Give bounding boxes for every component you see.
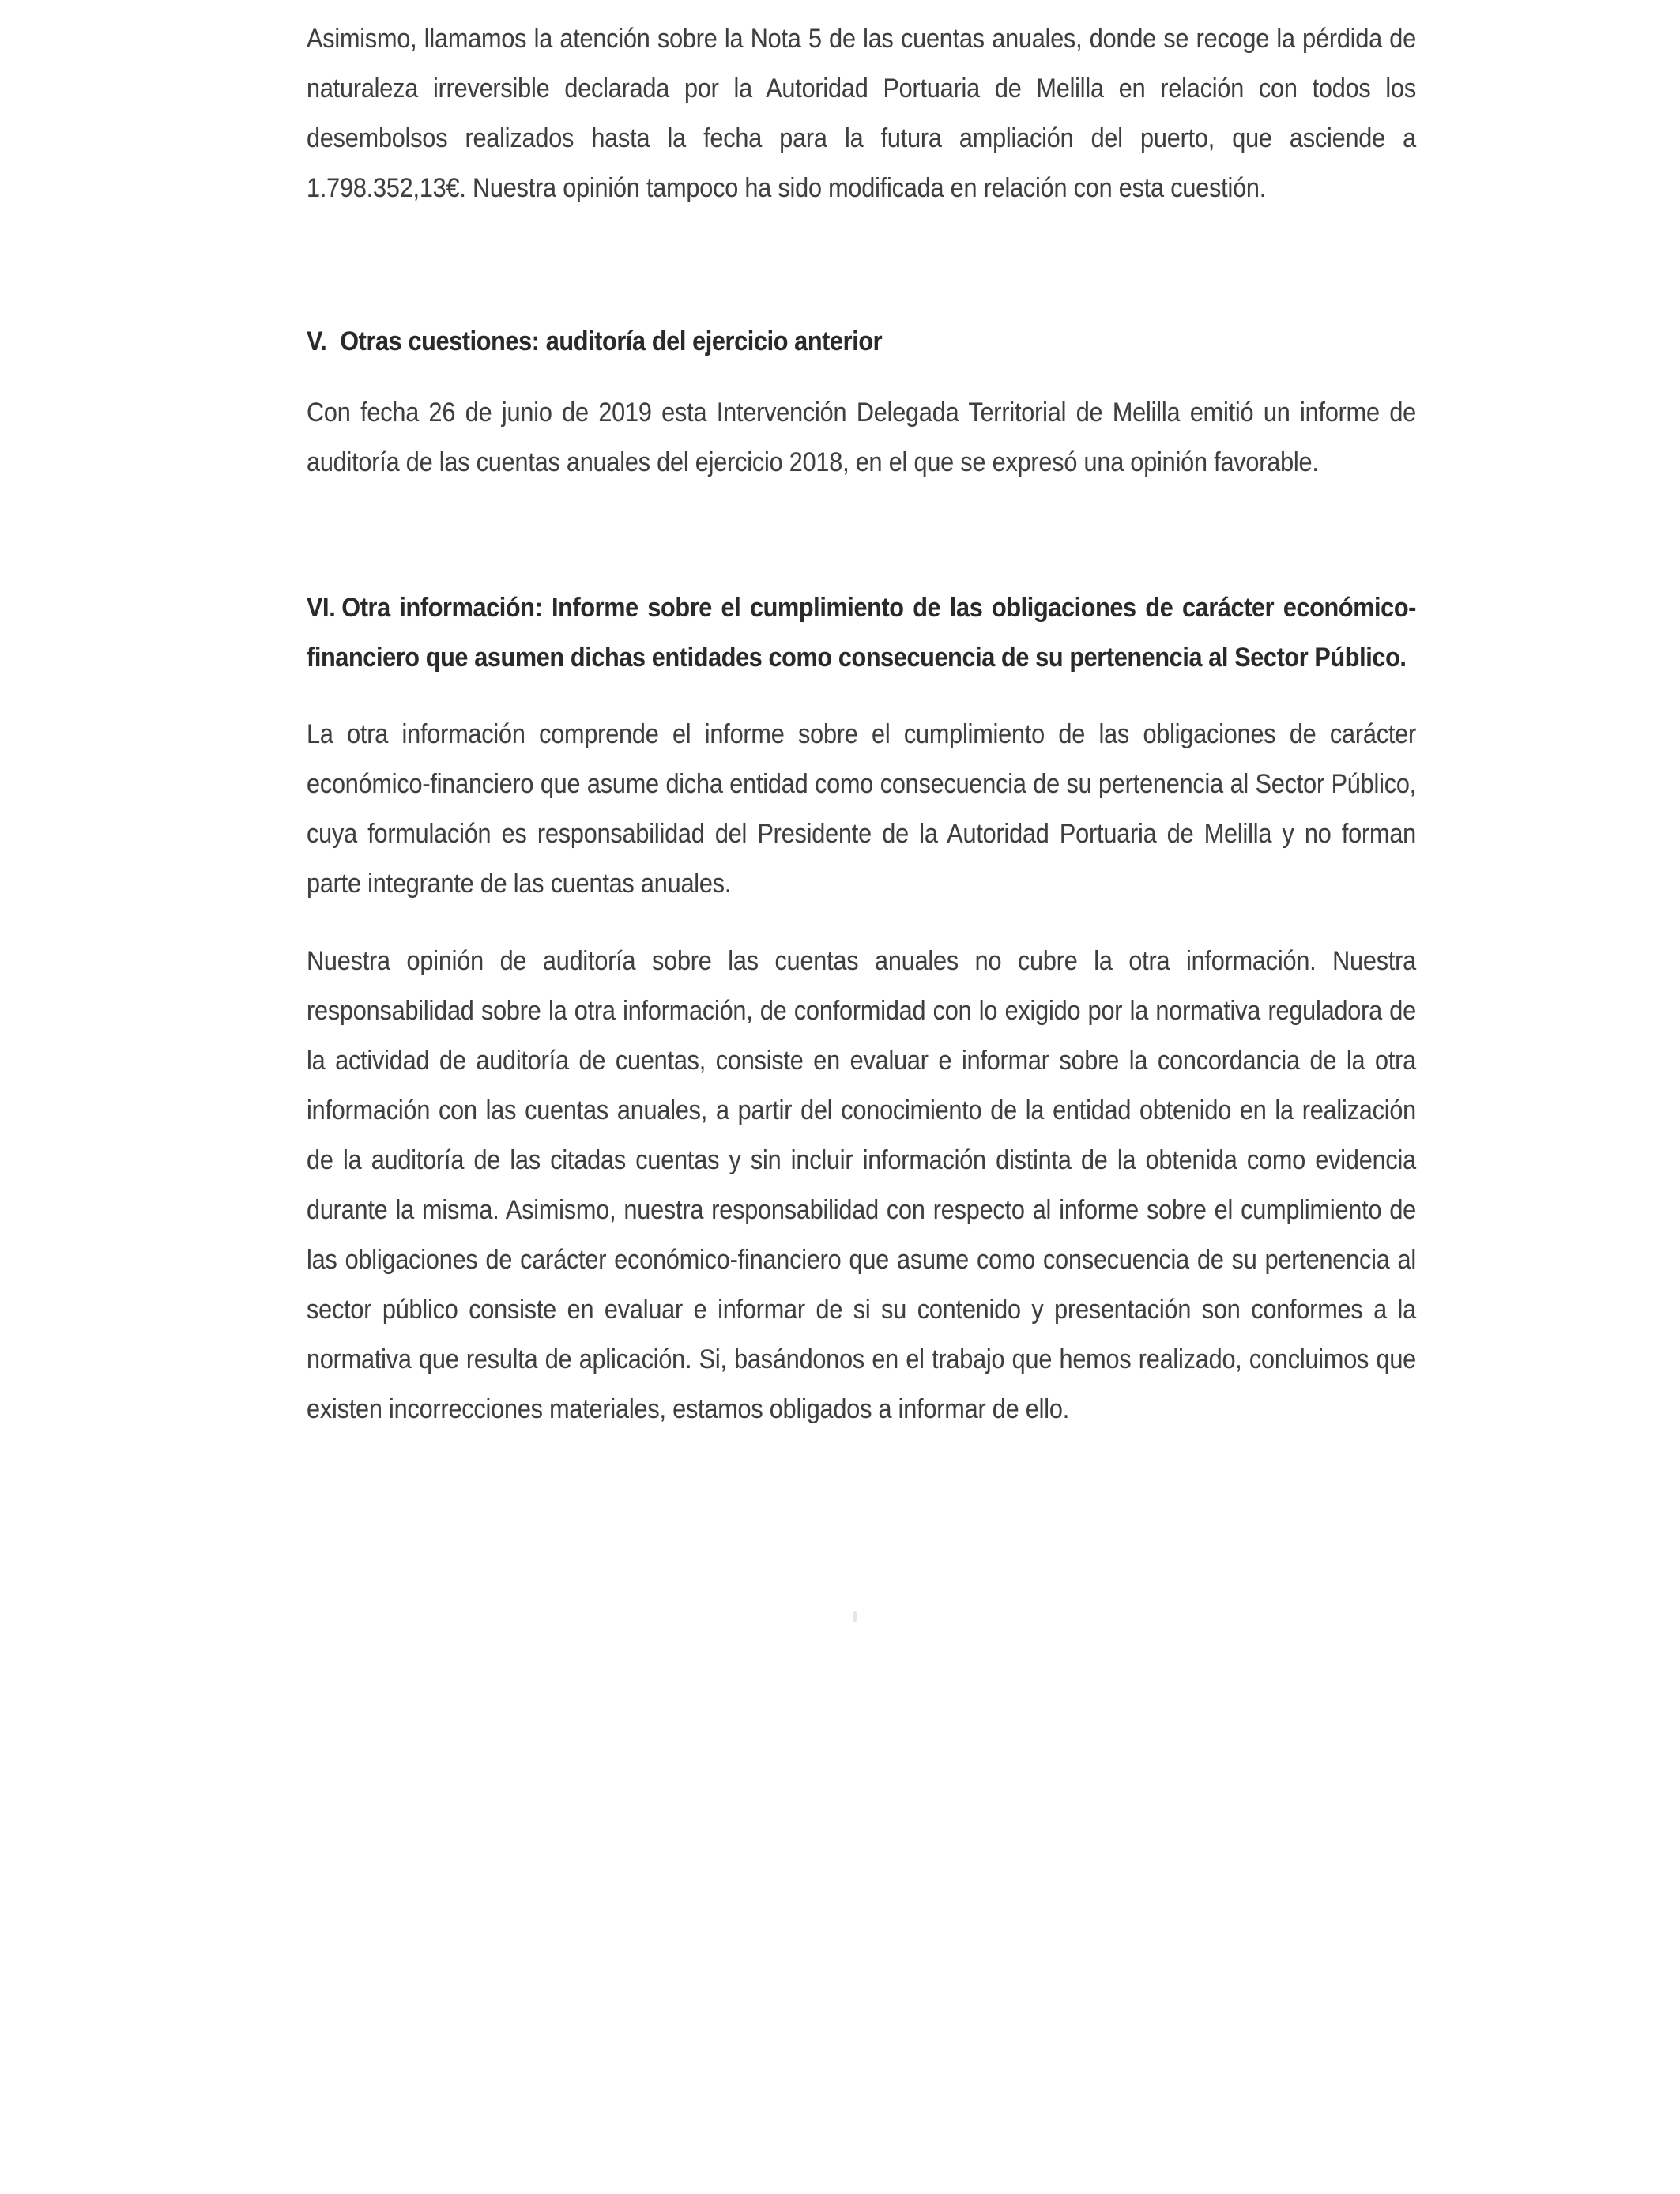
section-v-number: V. xyxy=(307,326,327,356)
section-vi-heading xyxy=(307,583,1416,683)
section-vi-paragraph-1: La otra información comprende el informe sobre el cumplimiento de las obligaciones de carácter económico-financiero que asume dicha entidad como consecuencia de su pertenencia al Sector Público, cuya formulación es responsabilidad del Presidente de la Autoridad Portuaria de Melilla y no forman parte integrante de las cuentas anuales. xyxy=(307,719,1416,899)
section-v-title: Otras cuestiones: auditoría del ejercicio anterior xyxy=(340,326,883,356)
section-vi-title: Otra información: Informe sobre el cumplimiento de las obligaciones de carácter económico-financiero que asumen dichas entidades como consecuencia de su pertenencia al Sector Público. xyxy=(307,593,1416,673)
intro-paragraph: Asimismo, llamamos la atención sobre la Nota 5 de las cuentas anuales, donde se recoge la pérdida de naturaleza irreversible declarada por la Autoridad Portuaria de Melilla en relación con todos los desembolsos realizados hasta la fecha para la futura ampliación del puerto, que asciende a 1.798.352,13€. Nuestra opinión tampoco ha sido modificada en relación con esta cuestión. xyxy=(307,24,1416,203)
section-v-heading xyxy=(307,317,1416,367)
section-v-paragraph: Con fecha 26 de junio de 2019 esta Intervención Delegada Territorial de Melilla emitió un informe de auditoría de las cuentas anuales del ejercicio 2018, en el que se expresó una opinión favorable. xyxy=(307,398,1416,477)
section-vi-number: VI. xyxy=(307,593,336,623)
document-body xyxy=(307,14,1416,1434)
section-vi-paragraph-2: Nuestra opinión de auditoría sobre las cuentas anuales no cubre la otra información. Nuestra responsabilidad sobre la otra información, de conformidad con lo exigido por la normativa reguladora de la actividad de auditoría de cuentas, consiste en evaluar e informar sobre la concordancia de la otra información con las cuentas anuales, a partir del conocimiento de la entidad obtenido en la realización de la auditoría de las citadas cuentas y sin incluir información distinta de la obtenida como evidencia durante la misma. Asimismo, nuestra responsabilidad con respecto al informe sobre el cumplimiento de las obligaciones de carácter económico-financiero que asume como consecuencia de su pertenencia al sector público consiste en evaluar e informar de si su contenido y presentación son conformes a la normativa que resulta de aplicación. Si, basándonos en el trabajo que hemos realizado, concluimos que existen incorrecciones materiales, estamos obligados a informar de ello. xyxy=(307,946,1416,1424)
scan-artifact xyxy=(853,1611,857,1622)
